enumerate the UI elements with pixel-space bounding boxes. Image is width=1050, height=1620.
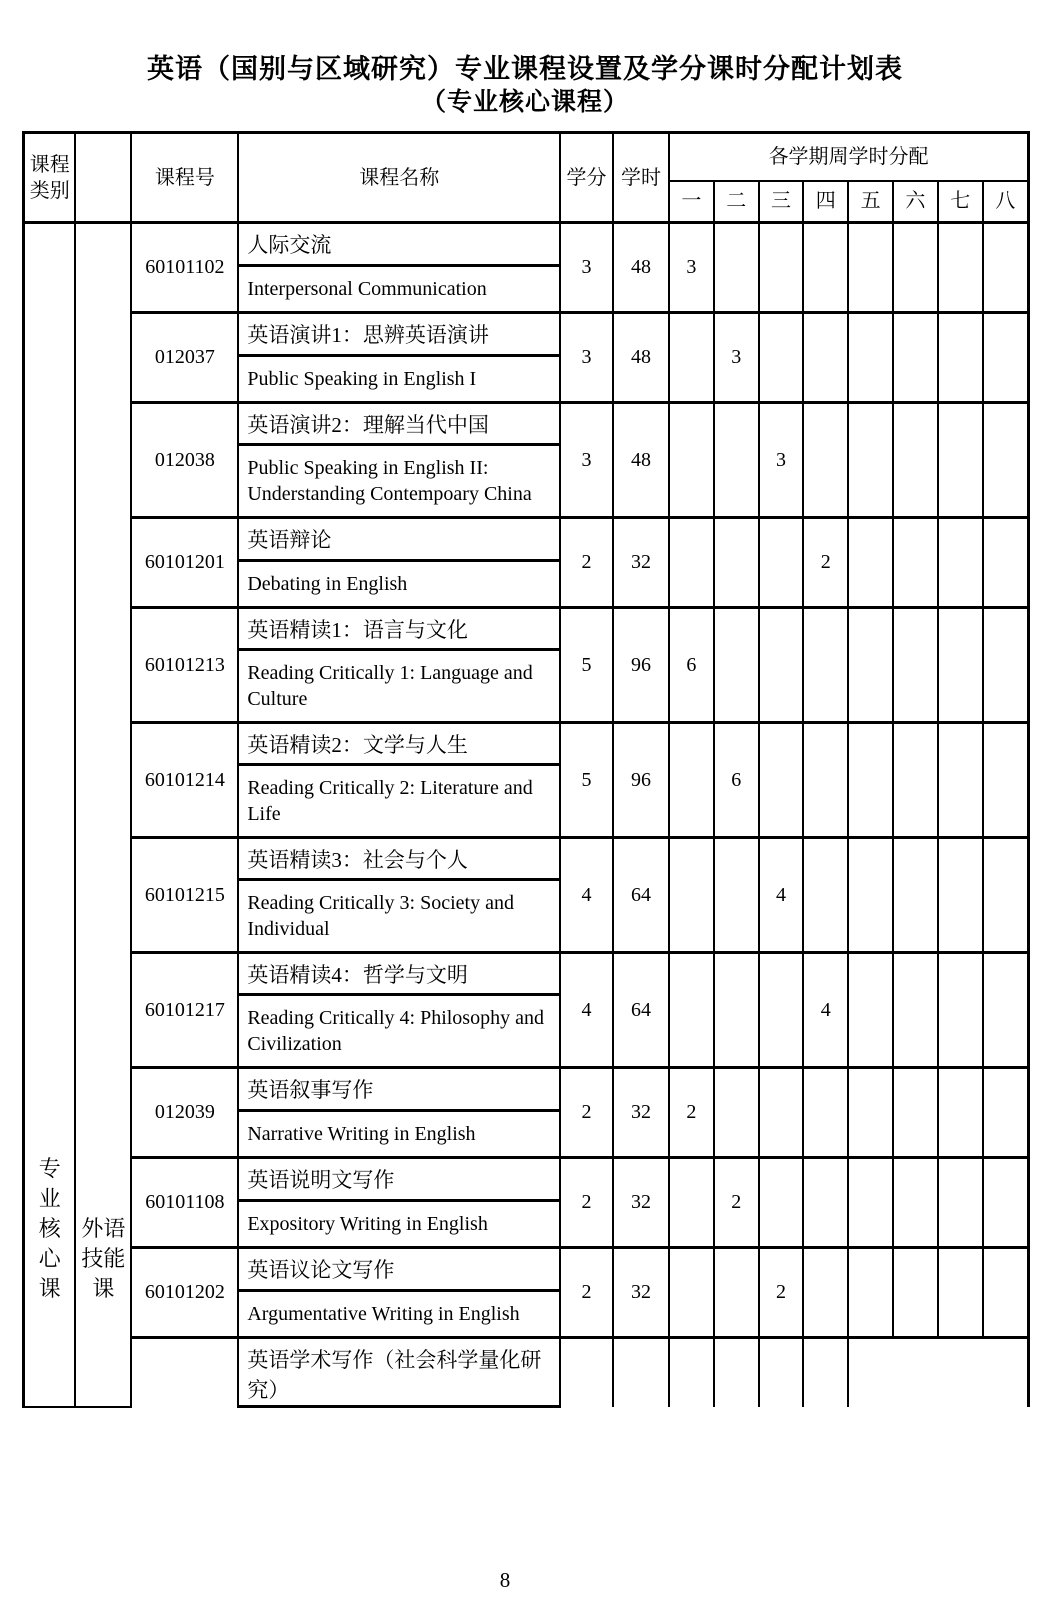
semester-hours-cell bbox=[714, 518, 759, 608]
semester-hours-cell bbox=[983, 1158, 1029, 1248]
semester-hours-cell bbox=[893, 838, 938, 953]
semester-hours-cell bbox=[759, 1068, 804, 1158]
course-name-zh-cell: 英语演讲1：思辨英语演讲 bbox=[238, 313, 560, 356]
course-name-zh-cell: 英语议论文写作 bbox=[238, 1248, 560, 1291]
semester-hours-cell bbox=[938, 403, 983, 518]
semester-hours-cell bbox=[759, 313, 804, 403]
semester-hours-cell: 2 bbox=[803, 518, 848, 608]
semester-hours-cell bbox=[893, 608, 938, 723]
hours-cell: 32 bbox=[613, 1248, 669, 1338]
semester-hours-cell bbox=[803, 223, 848, 313]
header-semester-3: 三 bbox=[759, 181, 804, 223]
table-row bbox=[24, 608, 1029, 650]
semester-hours-merged-cell bbox=[848, 1338, 1028, 1407]
hours-cell: 96 bbox=[613, 723, 669, 838]
course-name-en-cell: Debating in English bbox=[238, 561, 560, 608]
semester-hours-cell bbox=[938, 608, 983, 723]
semester-hours-cell bbox=[983, 608, 1029, 723]
subcategory-cell: 外语技能课 bbox=[75, 223, 131, 1407]
table-row bbox=[24, 313, 1029, 356]
semester-hours-cell bbox=[714, 953, 759, 1068]
semester-hours-cell bbox=[669, 1158, 714, 1248]
semester-hours-cell bbox=[938, 1068, 983, 1158]
semester-hours-cell bbox=[848, 518, 893, 608]
semester-hours-cell bbox=[938, 838, 983, 953]
semester-hours-cell bbox=[938, 1248, 983, 1338]
semester-hours-cell bbox=[893, 223, 938, 313]
semester-hours-cell bbox=[848, 1248, 893, 1338]
hours-cell: 32 bbox=[613, 518, 669, 608]
semester-hours-cell bbox=[714, 403, 759, 518]
header-semester-7: 七 bbox=[938, 181, 983, 223]
header-subcategory-empty bbox=[75, 133, 131, 223]
course-name-en-cell: Argumentative Writing in English bbox=[238, 1291, 560, 1338]
course-table bbox=[22, 131, 1030, 1408]
header-course-name: 课程名称 bbox=[238, 133, 560, 223]
semester-hours-cell bbox=[714, 223, 759, 313]
hours-cell bbox=[613, 1338, 669, 1407]
header-semester-group: 各学期周学时分配 bbox=[669, 133, 1028, 181]
table-row bbox=[24, 723, 1029, 765]
credits-cell: 3 bbox=[560, 223, 613, 313]
table-header-row bbox=[24, 133, 1029, 181]
course-number-cell: 60101102 bbox=[131, 223, 238, 313]
table-row bbox=[24, 1248, 1029, 1291]
header-semester-4: 四 bbox=[803, 181, 848, 223]
course-number-cell: 60101213 bbox=[131, 608, 238, 723]
credits-cell: 4 bbox=[560, 953, 613, 1068]
course-name-zh-cell: 英语叙事写作 bbox=[238, 1068, 560, 1111]
semester-hours-cell bbox=[893, 1068, 938, 1158]
table-row bbox=[24, 403, 1029, 445]
semester-hours-cell: 6 bbox=[714, 723, 759, 838]
credits-cell: 4 bbox=[560, 838, 613, 953]
page-number: 8 bbox=[499, 1568, 511, 1592]
semester-hours-cell bbox=[669, 723, 714, 838]
semester-hours-cell bbox=[714, 838, 759, 953]
semester-hours-cell bbox=[983, 313, 1029, 403]
semester-hours-cell: 6 bbox=[669, 608, 714, 723]
semester-hours-cell bbox=[893, 953, 938, 1068]
hours-cell: 64 bbox=[613, 953, 669, 1068]
course-name-en-cell: Expository Writing in English bbox=[238, 1201, 560, 1248]
course-name-en-cell: Public Speaking in English I bbox=[238, 356, 560, 403]
hours-cell: 48 bbox=[613, 313, 669, 403]
semester-hours-cell bbox=[803, 1068, 848, 1158]
semester-hours-cell bbox=[983, 1248, 1029, 1338]
course-number-cell: 012039 bbox=[131, 1068, 238, 1158]
course-name-en-cell: Public Speaking in English II: Understanding Contempoary China bbox=[238, 445, 560, 518]
credits-cell: 5 bbox=[560, 608, 613, 723]
table-row bbox=[24, 1158, 1029, 1201]
course-name-zh-cell: 英语精读1：语言与文化 bbox=[238, 608, 560, 650]
table-row-partial bbox=[24, 1338, 1029, 1407]
semester-hours-cell bbox=[848, 953, 893, 1068]
semester-hours-cell bbox=[714, 1068, 759, 1158]
header-semester-2: 二 bbox=[714, 181, 759, 223]
table-row bbox=[24, 518, 1029, 561]
semester-hours-cell: 4 bbox=[803, 953, 848, 1068]
semester-hours-cell: 3 bbox=[759, 403, 804, 518]
semester-hours-cell bbox=[803, 608, 848, 723]
credits-cell: 2 bbox=[560, 1248, 613, 1338]
hours-cell: 64 bbox=[613, 838, 669, 953]
semester-hours-cell bbox=[983, 403, 1029, 518]
semester-hours-cell bbox=[759, 953, 804, 1068]
semester-hours-cell bbox=[669, 1248, 714, 1338]
semester-hours-cell: 4 bbox=[759, 838, 804, 953]
course-name-en-cell: Reading Critically 3: Society and Individual bbox=[238, 880, 560, 953]
credits-cell: 3 bbox=[560, 313, 613, 403]
header-hours: 学时 bbox=[613, 133, 669, 223]
course-name-en-cell: Reading Critically 1: Language and Culture bbox=[238, 650, 560, 723]
course-number-cell: 012038 bbox=[131, 403, 238, 518]
semester-hours-cell bbox=[983, 723, 1029, 838]
semester-hours-cell bbox=[714, 1338, 759, 1407]
semester-hours-cell bbox=[669, 403, 714, 518]
semester-hours-cell bbox=[669, 838, 714, 953]
semester-hours-cell bbox=[759, 1158, 804, 1248]
semester-hours-cell bbox=[714, 608, 759, 723]
course-number-cell: 60101108 bbox=[131, 1158, 238, 1248]
course-name-zh-cell: 英语说明文写作 bbox=[238, 1158, 560, 1201]
table-row bbox=[24, 1068, 1029, 1111]
semester-hours-cell bbox=[983, 518, 1029, 608]
semester-hours-cell bbox=[714, 1248, 759, 1338]
course-name-zh-cell: 英语演讲2：理解当代中国 bbox=[238, 403, 560, 445]
credits-cell: 2 bbox=[560, 1068, 613, 1158]
semester-hours-cell bbox=[893, 313, 938, 403]
course-number-cell bbox=[131, 1338, 238, 1407]
semester-hours-cell bbox=[893, 403, 938, 518]
course-number-cell: 60101201 bbox=[131, 518, 238, 608]
course-number-cell: 60101202 bbox=[131, 1248, 238, 1338]
semester-hours-cell bbox=[893, 723, 938, 838]
table-row bbox=[24, 838, 1029, 880]
credits-cell: 2 bbox=[560, 1158, 613, 1248]
semester-hours-cell bbox=[803, 1248, 848, 1338]
course-name-en-cell: Reading Critically 4: Philosophy and Civilization bbox=[238, 995, 560, 1068]
semester-hours-cell bbox=[893, 1248, 938, 1338]
semester-hours-cell bbox=[848, 313, 893, 403]
semester-hours-cell bbox=[669, 313, 714, 403]
table-row bbox=[24, 953, 1029, 995]
course-name-zh-cell: 英语精读4：哲学与文明 bbox=[238, 953, 560, 995]
semester-hours-cell: 2 bbox=[759, 1248, 804, 1338]
header-semester-6: 六 bbox=[893, 181, 938, 223]
course-number-cell: 60101215 bbox=[131, 838, 238, 953]
semester-hours-cell bbox=[803, 723, 848, 838]
semester-hours-cell bbox=[848, 838, 893, 953]
semester-hours-cell: 2 bbox=[669, 1068, 714, 1158]
semester-hours-cell bbox=[759, 1338, 804, 1407]
semester-hours-cell bbox=[848, 403, 893, 518]
course-name-en-cell: Interpersonal Communication bbox=[238, 266, 560, 313]
semester-hours-cell bbox=[669, 953, 714, 1068]
semester-hours-cell bbox=[669, 518, 714, 608]
hours-cell: 48 bbox=[613, 223, 669, 313]
semester-hours-cell: 3 bbox=[669, 223, 714, 313]
hours-cell: 32 bbox=[613, 1158, 669, 1248]
course-name-zh-cell: 英语精读2：文学与人生 bbox=[238, 723, 560, 765]
semester-hours-cell bbox=[983, 838, 1029, 953]
page-header bbox=[0, 52, 1050, 118]
semester-hours-cell bbox=[848, 1158, 893, 1248]
course-name-zh-cell: 人际交流 bbox=[238, 223, 560, 266]
semester-hours-cell bbox=[848, 723, 893, 838]
course-number-cell: 60101217 bbox=[131, 953, 238, 1068]
header-semester-1: 一 bbox=[669, 181, 714, 223]
page-title: 英语（国别与区域研究）专业课程设置及学分课时分配计划表 bbox=[147, 54, 903, 84]
semester-hours-cell bbox=[983, 953, 1029, 1068]
course-name-zh-cell: 英语学术写作（社会科学量化研究） bbox=[238, 1338, 560, 1407]
course-name-zh-cell: 英语辩论 bbox=[238, 518, 560, 561]
credits-cell: 5 bbox=[560, 723, 613, 838]
semester-hours-cell bbox=[938, 313, 983, 403]
semester-hours-cell bbox=[983, 223, 1029, 313]
course-number-cell: 60101214 bbox=[131, 723, 238, 838]
semester-hours-cell bbox=[669, 1338, 714, 1407]
semester-hours-cell bbox=[893, 1158, 938, 1248]
semester-hours-cell bbox=[848, 1068, 893, 1158]
header-semester-5: 五 bbox=[848, 181, 893, 223]
credits-cell: 2 bbox=[560, 518, 613, 608]
semester-hours-cell bbox=[938, 223, 983, 313]
category-cell: 专业核心课 bbox=[24, 223, 76, 1407]
page-subtitle: （专业核心课程） bbox=[420, 88, 629, 116]
semester-hours-cell bbox=[938, 723, 983, 838]
semester-hours-cell bbox=[759, 518, 804, 608]
semester-hours-cell bbox=[938, 953, 983, 1068]
semester-hours-cell bbox=[759, 223, 804, 313]
table-row bbox=[24, 223, 1029, 266]
semester-hours-cell bbox=[803, 1158, 848, 1248]
semester-hours-cell bbox=[893, 518, 938, 608]
course-name-zh-cell: 英语精读3：社会与个人 bbox=[238, 838, 560, 880]
hours-cell: 48 bbox=[613, 403, 669, 518]
header-course-number: 课程号 bbox=[131, 133, 238, 223]
semester-hours-cell bbox=[983, 1068, 1029, 1158]
credits-cell: 3 bbox=[560, 403, 613, 518]
header-semester-8: 八 bbox=[983, 181, 1029, 223]
semester-hours-cell bbox=[759, 723, 804, 838]
course-name-en-cell: Reading Critically 2: Literature and Life bbox=[238, 765, 560, 838]
semester-hours-cell bbox=[803, 403, 848, 518]
semester-hours-cell bbox=[803, 838, 848, 953]
credits-cell bbox=[560, 1338, 613, 1407]
semester-hours-cell: 3 bbox=[714, 313, 759, 403]
semester-hours-cell bbox=[938, 1158, 983, 1248]
course-name-en-cell: Narrative Writing in English bbox=[238, 1111, 560, 1158]
course-number-cell: 012037 bbox=[131, 313, 238, 403]
header-credits: 学分 bbox=[560, 133, 613, 223]
semester-hours-cell bbox=[803, 1338, 848, 1407]
semester-hours-cell: 2 bbox=[714, 1158, 759, 1248]
semester-hours-cell bbox=[848, 223, 893, 313]
semester-hours-cell bbox=[759, 608, 804, 723]
semester-hours-cell bbox=[938, 518, 983, 608]
semester-hours-cell bbox=[848, 608, 893, 723]
hours-cell: 32 bbox=[613, 1068, 669, 1158]
hours-cell: 96 bbox=[613, 608, 669, 723]
header-category: 课程类别 bbox=[24, 133, 76, 223]
semester-hours-cell bbox=[803, 313, 848, 403]
